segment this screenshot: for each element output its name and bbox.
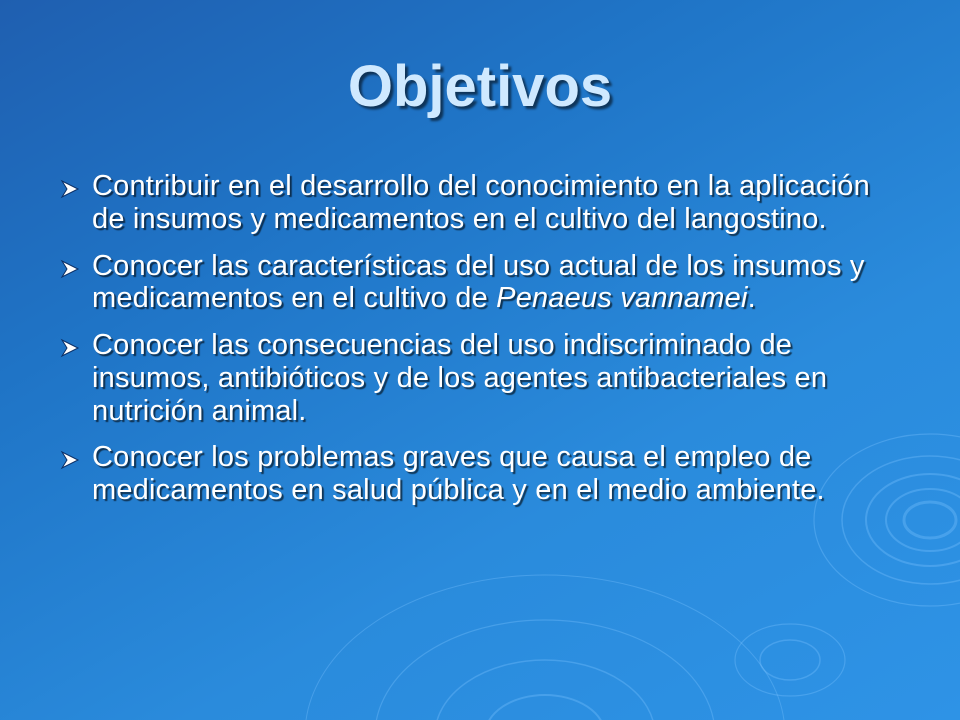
bullet-text-part: . <box>747 282 756 315</box>
bullet-text <box>92 250 900 316</box>
bullet-text: Conocer las consecuencias del uso indiscriminado de insumos, antibióticos y de los agentes antibacteriales en nutrición animal. <box>92 329 828 427</box>
arrowhead-bullet-icon <box>60 441 92 470</box>
list-item <box>60 441 900 507</box>
list-item <box>60 170 900 236</box>
species-name: Penaeus vannamei <box>496 282 748 315</box>
bullet-text-part: Conocer las características del uso actual de los insumos y medicamentos en el cultivo de <box>92 249 865 315</box>
list-item <box>60 329 900 427</box>
arrowhead-bullet-icon <box>60 250 92 279</box>
objectives-list <box>60 170 900 521</box>
arrowhead-bullet-icon <box>60 329 92 358</box>
arrowhead-bullet-icon <box>60 170 92 199</box>
bullet-text: Contribuir en el desarrollo del conocimiento en la aplicación de insumos y medicamentos en el cultivo del langostino. <box>92 170 870 235</box>
slide-title: Objetivos <box>347 54 613 119</box>
bullet-text: Conocer los problemas graves que causa el empleo de medicamentos en salud pública y en el medio ambiente. <box>92 441 825 507</box>
list-item <box>60 250 900 316</box>
